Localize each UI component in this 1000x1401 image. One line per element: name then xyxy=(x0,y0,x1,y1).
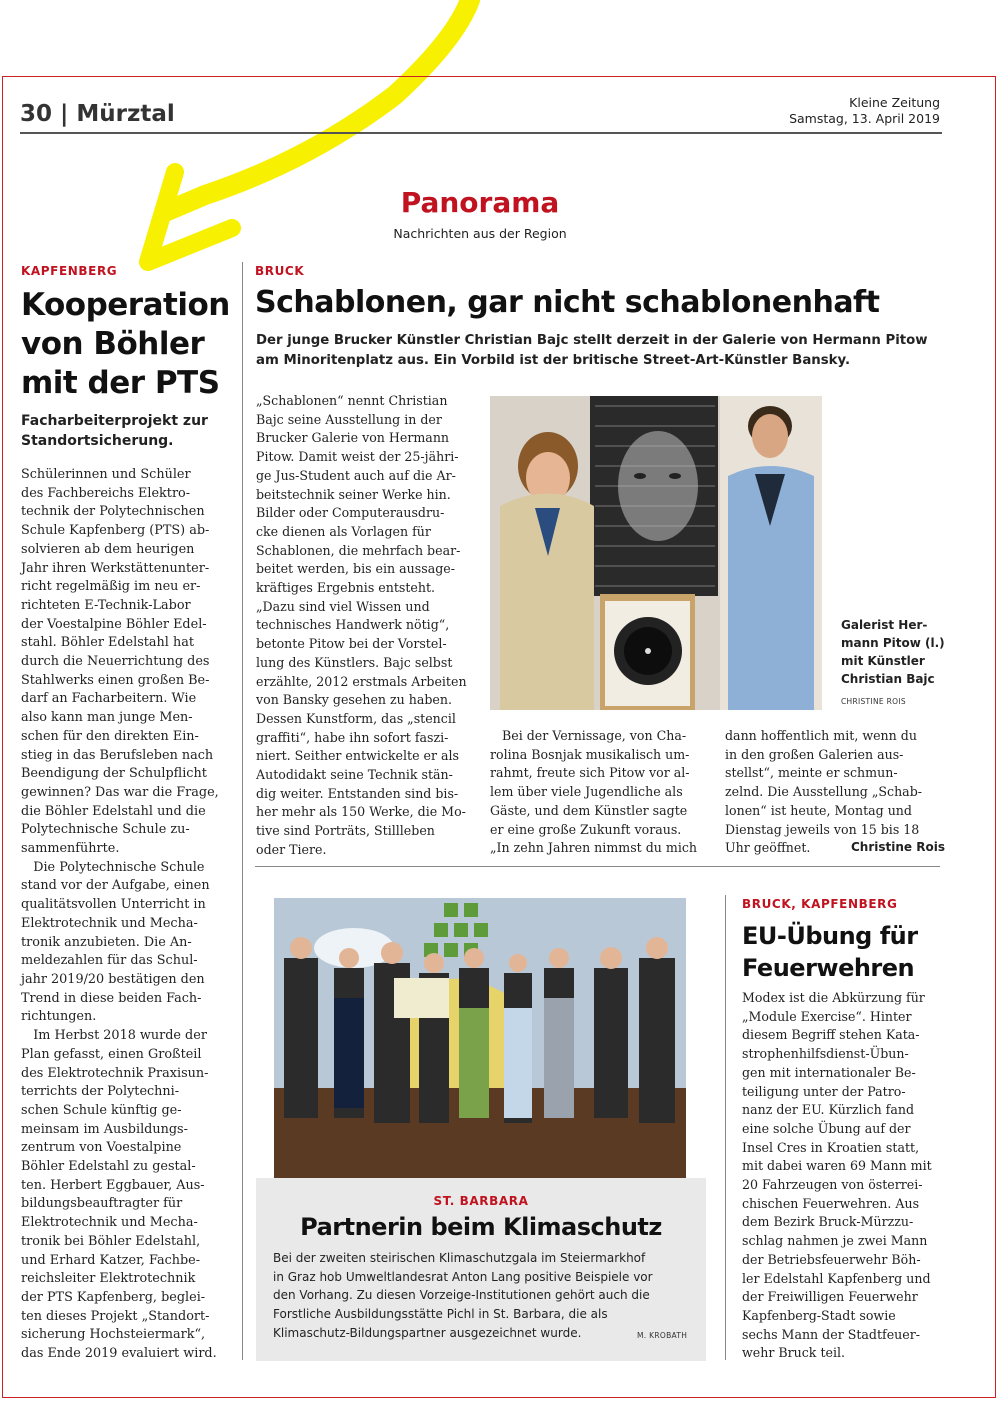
body-line: Gäste, und dem Künstler sagte xyxy=(490,802,688,818)
body-line: Bei der zweiten steirischen Klimaschutzgala im Steiermarkhof xyxy=(273,1251,646,1265)
body-line: tive sind Porträts, Stillleben xyxy=(256,823,435,839)
body-line: Elektrotechnik und Mecha- xyxy=(21,1215,198,1231)
body-line: schen für den direkten Ein- xyxy=(21,728,199,744)
body-line: mit dabei waren 69 Mann mit xyxy=(742,1158,932,1174)
body-line: stellst“, meinte er schmun- xyxy=(725,765,898,781)
gallery-photo-credit: CHRISTINE ROIS xyxy=(841,697,906,706)
eu-article-kicker: BRUCK, KAPFENBERG xyxy=(742,897,898,911)
body-line: beitet werden, bis ein aussage- xyxy=(256,561,455,577)
st-barbara-headline: Partnerin beim Klimaschutz xyxy=(300,1213,662,1241)
body-line: richt regelmäßig im neu er- xyxy=(21,579,201,595)
body-line: die Böhler Edelstahl und die xyxy=(21,803,206,819)
body-line: jahr 2019/20 bestätigen den xyxy=(21,971,205,987)
body-line: erzählte, 2012 erstmals Arbeiten xyxy=(256,673,467,689)
left-article-body xyxy=(21,466,233,1364)
column-divider xyxy=(242,262,243,1360)
body-line: Schülerinnen und Schüler xyxy=(21,467,191,482)
body-line: richteten E-Technik-Labor xyxy=(21,597,191,613)
body-line: chischen Feuerwehren. Aus xyxy=(742,1195,920,1211)
body-line: betonte Pitow bei der Vorstel- xyxy=(256,636,447,652)
body-line: „In zehn Jahren nimmst du mich xyxy=(490,840,698,856)
body-line: kräftiges Ergebnis entsteht. xyxy=(256,580,436,596)
eu-article-headline xyxy=(742,920,918,984)
body-line: richtungen. xyxy=(21,1009,97,1025)
column-divider xyxy=(725,895,726,1360)
st-barbara-body xyxy=(273,1249,693,1343)
body-line: stieg in das Berufsleben nach xyxy=(21,747,214,763)
body-line: der Freiwilligen Feuerwehr xyxy=(742,1289,918,1305)
section-subtitle: Nachrichten aus der Region xyxy=(393,226,567,241)
body-line: lem über viele Jugendliche als xyxy=(490,784,683,800)
body-line: zentrum von Voestalpine xyxy=(21,1140,182,1156)
body-line: ler Edelstahl Kapfenberg und xyxy=(742,1270,931,1286)
body-line: gewinnen? Das war die Frage, xyxy=(21,784,219,800)
body-line: zelnd. Die Ausstellung „Schab- xyxy=(725,784,923,800)
body-line: tronik bei Böhler Edelstahl, xyxy=(21,1233,201,1249)
body-line: lung des Künstlers. Bajc selbst xyxy=(256,654,453,670)
body-line: Forstliche Ausbildungsstätte Pichl in St. Barbara, die als xyxy=(273,1307,608,1322)
body-line: Stahlwerks einen großen Be- xyxy=(21,672,210,688)
body-line: „Module Exercise“. Hinter xyxy=(742,1008,912,1024)
main-article-headline: Schablonen, gar nicht schablonenhaft xyxy=(255,285,880,320)
body-line: 20 Fahrzeugen von österrei- xyxy=(742,1177,923,1193)
body-line: und Erhard Katzer, Fachbe- xyxy=(21,1252,201,1268)
publication-name: Kleine Zeitung xyxy=(849,95,940,110)
horizontal-divider xyxy=(255,866,940,867)
body-line: der Voestalpine Böhler Edel- xyxy=(21,616,207,632)
caption-line: mann Pitow (l.) xyxy=(841,636,945,650)
body-line: dig weiter. Entstanden sind bis- xyxy=(256,785,459,801)
body-line: ten dieses Projekt „Standort- xyxy=(21,1308,210,1324)
caption-line: Galerist Her- xyxy=(841,618,928,632)
body-line: „Dazu sind viel Wissen und xyxy=(256,598,430,614)
body-line: von Bansky gesehen zu haben. xyxy=(256,692,453,708)
main-article-column-1 xyxy=(256,392,478,860)
lead-line: Standortsicherung. xyxy=(21,433,174,449)
body-line: bildungsbeauftragter für xyxy=(21,1196,183,1212)
body-line: sammenführte. xyxy=(21,841,120,857)
body-line: der PTS Kapfenberg, beglei- xyxy=(21,1289,206,1305)
body-line: also kann man junge Men- xyxy=(21,710,193,726)
body-line: schen Schule künftig ge- xyxy=(21,1102,182,1118)
body-line: Schule Kapfenberg (PTS) ab- xyxy=(21,523,210,539)
body-line: Klimaschutz-Bildungspartner ausgezeichnet wurde. xyxy=(273,1325,582,1340)
body-line: lonen“ ist heute, Montag und xyxy=(725,802,912,818)
body-line: des Elektrotechnik Praxisun- xyxy=(21,1065,209,1081)
main-article-lead xyxy=(256,331,928,371)
main-article-author: Christine Rois xyxy=(851,840,945,854)
body-line: Dessen Kunstform, das „stencil xyxy=(256,710,456,726)
body-line: Uhr geöffnet. xyxy=(725,840,811,856)
main-article-column-2 xyxy=(490,727,712,858)
body-line: diesem Begriff stehen Kata- xyxy=(742,1027,920,1043)
body-line: Insel Cres in Kroatien statt, xyxy=(742,1139,920,1155)
body-line: den Vorhang. Zu diesen Vorzeige-Institutionen gehört auch die xyxy=(273,1288,650,1303)
headline-line: Kooperation xyxy=(21,287,230,323)
body-line: dem Bezirk Bruck-Mürzzu- xyxy=(742,1214,914,1230)
body-line: ten. Herbert Eggbauer, Aus- xyxy=(21,1177,205,1193)
body-line: Schablonen, die mehrfach bear- xyxy=(256,542,461,558)
body-line: „Schablonen“ nennt Christian xyxy=(256,393,448,408)
body-line: darf an Facharbeitern. Wie xyxy=(21,691,197,707)
body-line: des Fachbereichs Elektro- xyxy=(21,485,191,501)
body-line: technisches Handwerk nötig“, xyxy=(256,617,450,633)
headline-line: EU-Übung für xyxy=(742,922,918,950)
headline-line: mit der PTS xyxy=(21,365,220,401)
body-line: tronik anzubieten. Die An- xyxy=(21,934,192,950)
body-line: sechs Mann der Stadtfeuer- xyxy=(742,1326,920,1342)
left-article-lead xyxy=(21,411,231,451)
body-line: Polytechnische Schule zu- xyxy=(21,822,190,838)
body-line: Bei der Vernissage, von Cha- xyxy=(490,728,687,743)
body-line: ge Jus-Student auch auf die Ar- xyxy=(256,467,456,483)
section-title: Panorama xyxy=(400,186,560,219)
page-section-label: 30 | Mürztal xyxy=(20,101,175,127)
body-line: reichsleiter Elektrotechnik xyxy=(21,1271,196,1287)
body-line: dann hoffentlich mit, wenn du xyxy=(725,728,917,743)
body-line: durch die Neuerrichtung des xyxy=(21,654,210,670)
body-line: stahl. Böhler Edelstahl hat xyxy=(21,635,194,651)
body-line: qualitätsvollen Unterricht in xyxy=(21,897,206,913)
body-line: Pitow. Damit weist der 25-jähri- xyxy=(256,449,459,465)
body-line: rolina Bosnjak musikalisch um- xyxy=(490,746,690,762)
body-line: Brucker Galerie von Hermann xyxy=(256,430,450,446)
body-line: technik der Polytechnischen xyxy=(21,504,205,520)
body-line: solvieren ab dem heurigen xyxy=(21,541,195,557)
body-line: Elektrotechnik und Mecha- xyxy=(21,915,198,931)
body-line: Die Polytechnische Schule xyxy=(21,859,205,875)
body-line: strophenhilfsdienst-Übun- xyxy=(742,1046,909,1062)
st-barbara-kicker: ST. BARBARA xyxy=(433,1194,529,1208)
body-line: Böhler Edelstahl zu gestal- xyxy=(21,1159,196,1175)
body-line: Kapfenberg-Stadt sowie xyxy=(742,1307,896,1323)
body-line: schlag nahmen je zwei Mann xyxy=(742,1233,928,1249)
gallery-photo-caption xyxy=(841,616,945,688)
headline-line: von Böhler xyxy=(21,326,205,362)
body-line: teiligung unter der Patro- xyxy=(742,1083,906,1099)
body-line: meinsam im Ausbildungs- xyxy=(21,1121,188,1137)
body-line: graffiti“, habe ihn sofort faszi- xyxy=(256,729,449,745)
body-line: terrichts der Polytechni- xyxy=(21,1084,180,1100)
body-line: rahmt, freute sich Pitow vor al- xyxy=(490,765,690,781)
body-line: meldezahlen für das Schul- xyxy=(21,953,198,969)
lead-line: Der junge Brucker Künstler Christian Bajc stellt derzeit in der Galerie von Hermann Pitow xyxy=(256,333,928,348)
caption-line: Christian Bajc xyxy=(841,672,935,686)
body-line: Bilder oder Computerausdru- xyxy=(256,505,445,521)
body-line: der Betriebsfeuerwehr Böh- xyxy=(742,1251,921,1267)
lead-line: Facharbeiterprojekt zur xyxy=(21,413,208,429)
body-line: oder Tiere. xyxy=(256,841,327,857)
body-line: er eine große Zukunft voraus. xyxy=(490,821,682,837)
body-line: in den großen Galerien aus- xyxy=(725,746,904,762)
body-line: Dienstag jeweils von 15 bis 18 xyxy=(725,821,920,837)
body-line: Autodidakt seine Technik stän- xyxy=(256,767,453,783)
body-line: Plan gefasst, einen Großteil xyxy=(21,1046,202,1062)
lead-line: am Minoritenplatz aus. Ein Vorbild ist der britische Street-Art-Künstler Bansky. xyxy=(256,353,851,368)
body-line: Im Herbst 2018 wurde der xyxy=(21,1028,207,1044)
body-line: stand vor der Aufgabe, einen xyxy=(21,878,210,894)
gallery-photo xyxy=(490,396,822,710)
body-line: beitstechnik seiner Werke hin. xyxy=(256,486,451,502)
body-line: cke dienen als Vorlagen für xyxy=(256,523,431,539)
publication-date: Samstag, 13. April 2019 xyxy=(789,111,940,126)
body-line: Bajc seine Ausstellung in der xyxy=(256,411,442,427)
publication-info xyxy=(789,95,940,127)
header-rule xyxy=(20,132,942,134)
body-line: Jahr ihren Werkstättenunter- xyxy=(21,560,210,576)
eu-article-body xyxy=(742,989,952,1363)
body-line: niert. Seither entwickelte er als xyxy=(256,748,460,764)
main-article-kicker: BRUCK xyxy=(255,264,305,278)
body-line: eine solche Übung auf der xyxy=(742,1120,911,1136)
klimaschutz-gala-photo xyxy=(274,898,686,1178)
body-line: Modex ist die Abkürzung für xyxy=(742,990,925,1005)
body-line: in Graz hob Umweltlandesrat Anton Lang positive Beispiele vor xyxy=(273,1269,653,1284)
body-line: Beendigung der Schulpflicht xyxy=(21,766,207,782)
left-article-kicker: KAPFENBERG xyxy=(21,264,118,278)
main-article-column-3 xyxy=(725,727,947,858)
caption-line: mit Künstler xyxy=(841,654,925,668)
st-barbara-photo-credit: M. KROBATH xyxy=(637,1331,688,1340)
body-line: her mehr als 150 Werke, die Mo- xyxy=(256,804,466,820)
body-line: Trend in diese beiden Fach- xyxy=(21,990,202,1006)
body-line: das Ende 2019 evaluiert wird. xyxy=(21,1346,217,1362)
body-line: wehr Bruck teil. xyxy=(742,1345,846,1361)
headline-line: Feuerwehren xyxy=(742,954,915,982)
left-article-headline xyxy=(21,286,231,403)
body-line: gen mit internationaler Be- xyxy=(742,1064,916,1080)
body-line: nanz der EU. Kürzlich fand xyxy=(742,1102,915,1118)
body-line: sicherung Hochsteiermark“, xyxy=(21,1327,206,1343)
